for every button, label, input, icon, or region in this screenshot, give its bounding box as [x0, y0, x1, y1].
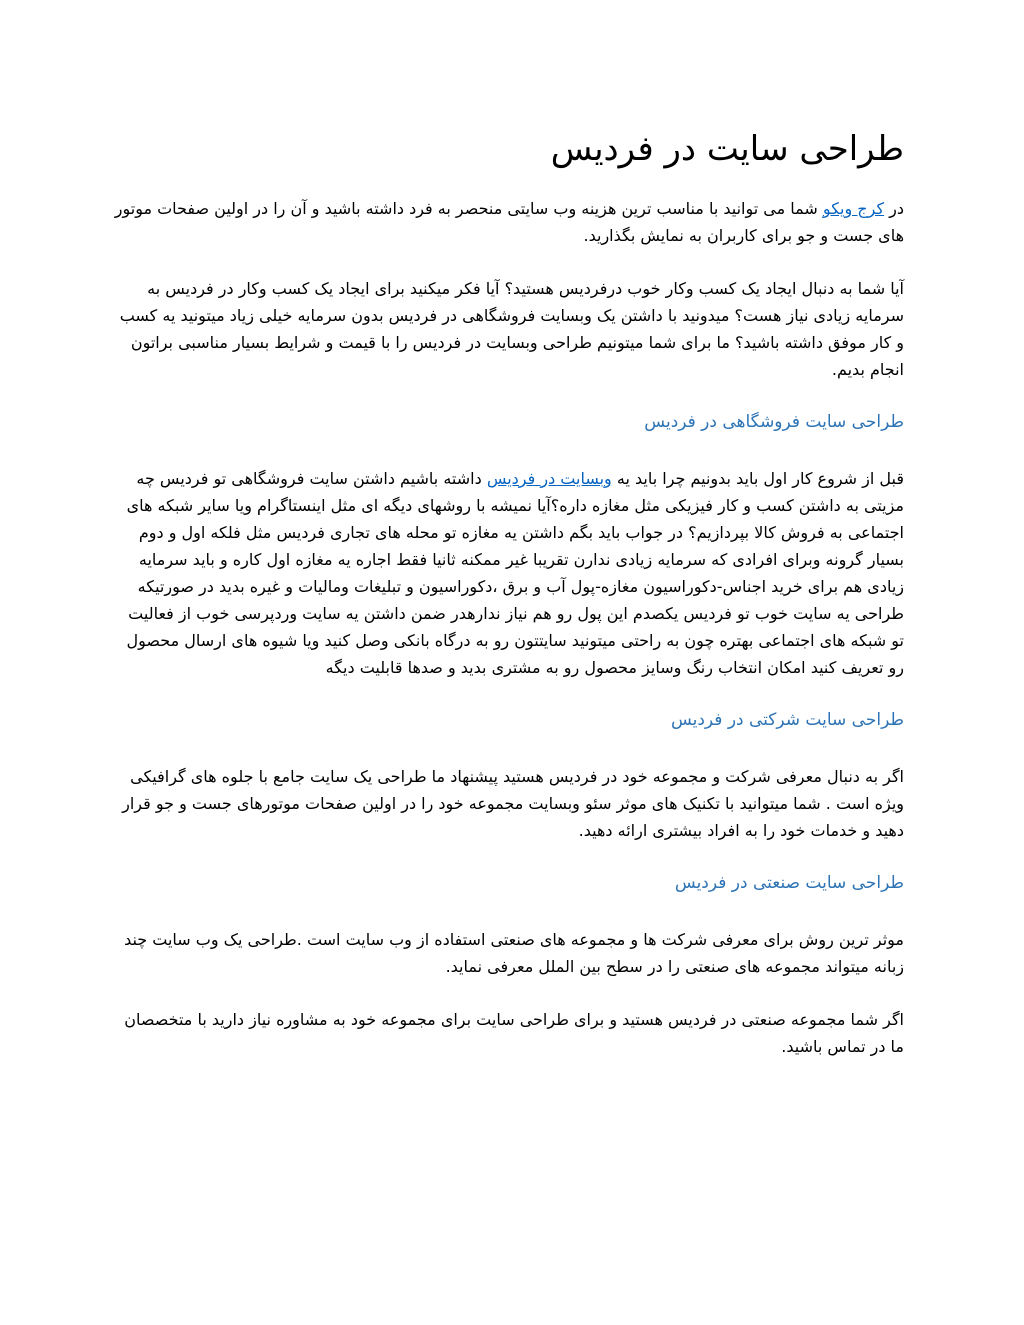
industrial-section-heading: طراحی سایت صنعتی در فردیس [674, 873, 904, 893]
company-section-heading: طراحی سایت شرکتی در فردیس [670, 710, 904, 730]
document-content [114, 125, 904, 1086]
intro-text-end: شما می توانید با مناسب ترین هزینه وب سایتی منحصر به فرد داشته باشید و آن را در اولین صفحات موتور های جست و جو برای کاربران به نمایش بگذارید. [114, 199, 904, 245]
company-paragraph: اگر به دنبال معرفی شرکت و مجموعه خود در فردیس هستید پیشنهاد ما طراحی یک سایت جامع با جلوه های گرافیکی ویژه است . شما میتوانید با تکنیک های موثر سئو وبسایت مجموعه خود را در اولین صفحات موتورهای جست و جو قرار دهید و خدمات خود را به افراد بیشتری ارائه دهید. [122, 767, 904, 840]
shop-section-heading: طراحی سایت فروشگاهی در فردیس [644, 412, 904, 432]
shop-text-end: داشته باشیم داشتن سایت فروشگاهی تو فردیس چه مزیتی به داشتن کسب و کار فیزیکی مثل مغازه داره؟آیا نمیشه با روشهای دیگه ای مثل اینستاگرام ویا سایر شبکه های اجتماعی به فروش کالا بپردازیم؟ در جواب باید بگم داشتن یه مغازه تو محله های تجاری فردیس مثل فلکه اول و دوم بسیار گرونه وبرای افرادی که سرمایه زیادی ندارن تقریبا غیر ممکنه ثانیا فقط اجاره یه مغازه اول کاره و باید سرمایه زیادی هم برای خرید اجناس-دکوراسیون مغازه-پول آب و برق ،دکوراسیون و تبلیغات ومالیات و غیره بدید در صورتیکه طراحی یه سایت خوب تو فردیس یکصدم این پول رو هم نیاز ندارهدر ضمن داشتن یه سایت وردپرسی خوب از فعالیت تو شبکه های اجتماعی بهتره چون به راحتی میتونید سایتتون رو به درگاه بانکی وصل کنید ویا شیوه های ارسال محصول رو تعریف کنید امکان انتخاب رنگ وسایز محصول رو به مشتری بدید و صدها قابلیت دیگه [126, 469, 904, 677]
intro-paragraph [114, 195, 904, 249]
shop-paragraph [114, 465, 904, 681]
shop-text-start: قبل از شروع کار اول باید بدونیم چرا باید یه [611, 469, 904, 488]
business-paragraph: آیا شما به دنبال ایجاد یک کسب وکار خوب درفردیس هستید؟ آیا فکر میکنید برای ایجاد یک کسب وکار در فردیس به سرمایه زیادی نیاز هست؟ میدونید با داشتن یک وبسایت فروشگاهی در فردیس بدون سرمایه خیلی زیاد میتونید یه کسب و کار موفق داشته باشید؟ ما برای شما میتونیم طراحی وبسایت در فردیس را با قیمت و شرایط بسیار مناسبی براتون انجام بدیم. [119, 279, 904, 379]
industrial-paragraph: موثر ترین روش برای معرفی شرکت ها و مجموعه های صنعتی استفاده از وب سایت است .طراحی یک وب سایت چند زبانه میتواند مجموعه های صنعتی را در سطح بین الملل معرفی نماید. [124, 930, 904, 976]
contact-paragraph: اگر شما مجموعه صنعتی در فردیس هستید و برای طراحی سایت برای مجموعه خود به مشاوره نیاز دارید با متخصصان ما در تماس باشید. [124, 1010, 904, 1056]
page-title: طراحی سایت در فردیس [550, 129, 904, 169]
website-fardis-link[interactable]: وبسایت در فردیس [486, 469, 612, 488]
intro-text-start: در [884, 199, 904, 218]
karaj-vico-link[interactable]: کرج ویکو [822, 199, 885, 218]
